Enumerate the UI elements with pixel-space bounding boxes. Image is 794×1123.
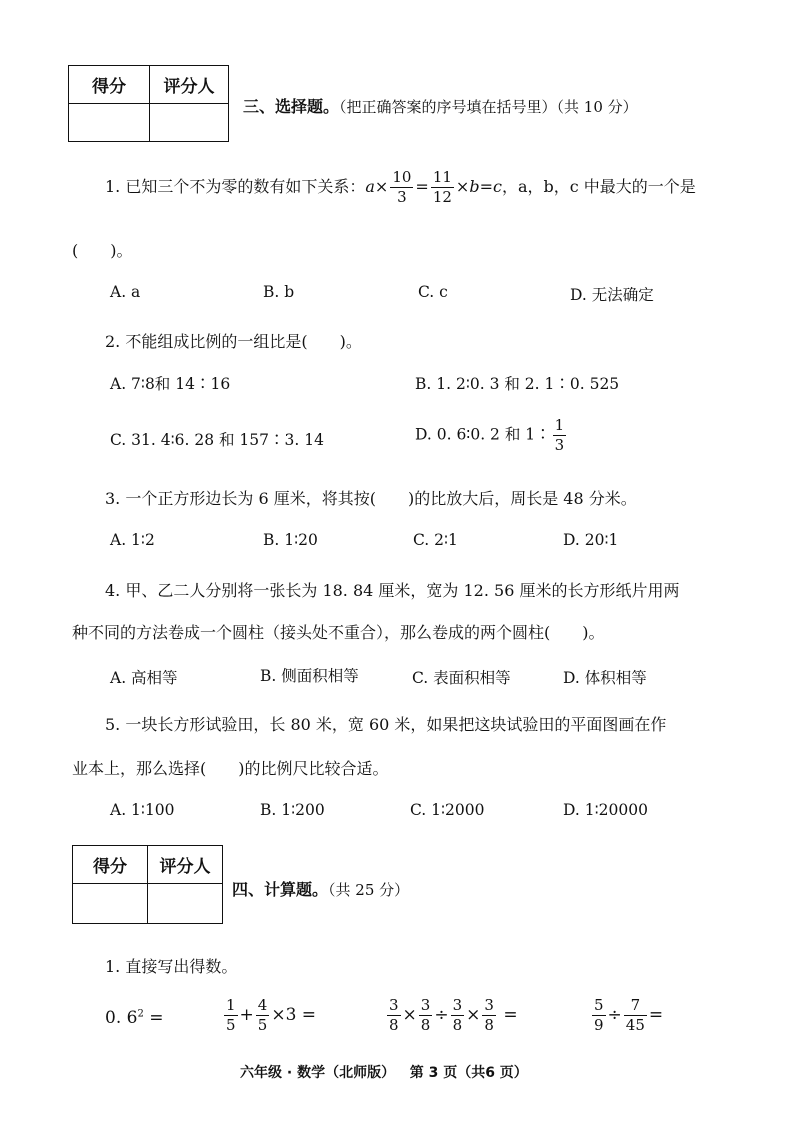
q4-option-b[interactable]: B. 侧面积相等 xyxy=(260,667,359,685)
q4-option-a[interactable]: A. 高相等 xyxy=(110,669,178,687)
q1-var-c: c xyxy=(492,177,502,196)
section4-heading xyxy=(232,877,409,900)
q1-times: × xyxy=(374,177,389,196)
q1-var-b: b xyxy=(469,177,480,196)
q1-prefix: 1. 已知三个不为零的数有如下关系： xyxy=(105,177,366,196)
q2-option-c[interactable]: C. 31. 4∶6. 28 和 157∶3. 14 xyxy=(110,431,324,449)
q3-option-c[interactable]: C. 2∶1 xyxy=(413,531,458,549)
q1-equals: = xyxy=(415,177,429,196)
q4-option-d[interactable]: D. 体积相等 xyxy=(563,669,647,687)
q1-suffix: ，a，b，c 中最大的一个是 xyxy=(501,177,696,196)
q2-option-d[interactable]: D. 0. 6∶0. 2 和 1∶ $\frac{1}{3}$ xyxy=(415,416,565,454)
score-cell[interactable] xyxy=(69,104,150,142)
section3-note: （把正确答案的序号填在括号里）（共 10 分） xyxy=(339,98,638,116)
section4-note: （共 25 分） xyxy=(328,881,410,899)
grader-label: 评分人 xyxy=(150,66,229,104)
expression-1: 0. $6^2$ = xyxy=(105,1008,164,1028)
q1-option-b[interactable]: B. b xyxy=(263,283,295,301)
question-4-line2: 种不同的方法卷成一个圆柱（接头处不重合），那么卷成的两个圆柱( )。 xyxy=(72,623,605,642)
q1-option-c[interactable]: C. c xyxy=(418,283,448,301)
q4-option-c[interactable]: C. 表面积相等 xyxy=(412,669,511,687)
question-3: 3. 一个正方形边长为 6 厘米，将其按( )的比放大后，周长是 48 分米。 xyxy=(105,489,637,508)
question-2: 2. 不能组成比例的一组比是( )。 xyxy=(105,332,362,351)
footer-subject: 六年级 · 数学（北师版） xyxy=(240,1065,396,1081)
section4-title: 四、计算题。 xyxy=(232,880,329,899)
q1-answer-blank[interactable]: ( )。 xyxy=(72,241,133,260)
grader-label: 评分人 xyxy=(148,846,223,884)
q2-option-a[interactable]: A. 7∶8和 14∶16 xyxy=(110,375,231,393)
q3-option-b[interactable]: B. 1∶20 xyxy=(263,531,318,549)
score-box-section4 xyxy=(72,845,223,924)
q1-fraction-1: $\frac{10}{3}$ xyxy=(392,168,412,206)
grader-cell[interactable] xyxy=(148,884,223,924)
q2-option-b[interactable]: B. 1. 2∶0. 3 和 2. 1∶0. 525 xyxy=(415,375,620,393)
score-box-section3 xyxy=(68,65,229,142)
q5-option-d[interactable]: D. 1∶20000 xyxy=(563,801,648,819)
question-1: 1. 已知三个不为零的数有如下关系：a× $\frac{10}{3}$ = $\frac{11}{12}$ ×b=c，a，b，c 中最大的一个是 xyxy=(105,168,696,206)
score-label: 得分 xyxy=(69,66,150,104)
q5-option-b[interactable]: B. 1∶200 xyxy=(260,801,325,819)
calc-question-1: 1. 直接写出得数。 xyxy=(105,957,238,976)
q3-option-d[interactable]: D. 20∶1 xyxy=(563,531,619,549)
q1-var-a: a xyxy=(365,177,375,196)
question-4-line1: 4. 甲、乙二人分别将一张长为 18. 84 厘米，宽为 12. 56 厘米的长方形纸片用两 xyxy=(105,581,680,600)
score-cell[interactable] xyxy=(73,884,148,924)
q3-option-a[interactable]: A. 1∶2 xyxy=(110,531,155,549)
score-label: 得分 xyxy=(73,846,148,884)
q1-option-a[interactable]: A. a xyxy=(110,283,141,301)
q5-option-c[interactable]: C. 1∶2000 xyxy=(410,801,485,819)
q1-option-d[interactable]: D. 无法确定 xyxy=(570,286,654,304)
question-5-line1: 5. 一块长方形试验田，长 80 米，宽 60 米，如果把这块试验田的平面图画在作 xyxy=(105,715,667,734)
expression-4: $\frac{5}{9}$ ÷ $\frac{7}{45}$ = xyxy=(594,996,664,1034)
section3-title: 三、选择题。 xyxy=(243,97,340,116)
expression-3: $\frac{3}{8}$ × $\frac{3}{8}$ ÷ $\frac{3}{8}$ × $\frac{3}{8}$ = xyxy=(389,996,518,1034)
grader-cell[interactable] xyxy=(150,104,229,142)
question-5-line2: 业本上，那么选择( )的比例尺比较合适。 xyxy=(72,759,389,778)
footer-page-number: 第 3 页（共6 页） xyxy=(409,1065,528,1081)
q2-option-d-fraction: $\frac{1}{3}$ xyxy=(554,416,565,454)
q5-option-a[interactable]: A. 1∶100 xyxy=(110,801,175,819)
section3-heading xyxy=(243,94,638,117)
expression-2: $\frac{1}{5}$ + $\frac{4}{5}$ ×3 = xyxy=(226,996,317,1034)
q1-fraction-2: $\frac{11}{12}$ xyxy=(432,168,452,206)
page-footer xyxy=(240,1062,528,1082)
